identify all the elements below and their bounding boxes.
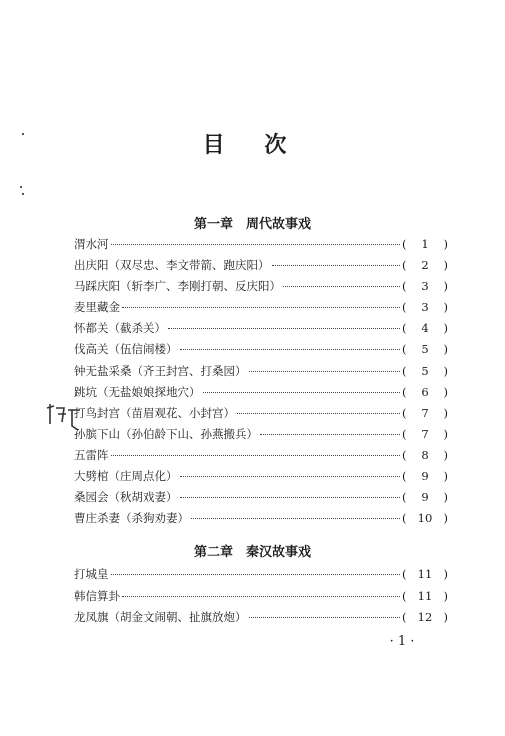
toc-page-number: 3 <box>421 300 429 315</box>
toc-entry <box>74 588 448 610</box>
toc-page-ref <box>402 364 448 378</box>
toc-entry-title: 马踩庆阳（斩李广、李刚打朝、反庆阳） <box>74 279 281 294</box>
toc-entry-title: 五雷阵 <box>74 447 109 462</box>
toc-entry <box>74 468 448 489</box>
toc-page-number: 7 <box>421 426 429 441</box>
dot-leader <box>237 413 400 414</box>
toc-page-number: 5 <box>421 363 429 378</box>
paren-open: ( <box>402 567 407 581</box>
toc-entry-title: 打鸟封宫（苗眉观花、小封宫） <box>74 405 235 420</box>
toc-page-ref <box>402 279 448 293</box>
toc-page-ref <box>402 237 448 251</box>
toc-entry-title: 孙膑下山（孙伯龄下山、孙燕搬兵） <box>74 426 258 441</box>
toc-page-ref <box>402 406 448 420</box>
dot-leader <box>283 286 400 287</box>
toc-entry-title: 渭水河 <box>74 237 109 251</box>
toc-page-ref <box>402 589 448 603</box>
toc-entry-title: 跳坑（无盐娘娘探地穴） <box>74 384 201 399</box>
paren-open: ( <box>402 237 407 251</box>
paren-open: ( <box>402 363 407 378</box>
scan-speck <box>22 193 24 195</box>
dot-leader <box>168 328 400 329</box>
paren-close: ) <box>443 426 448 441</box>
toc-entry-title: 钟无盐采桑（齐王封宫、打桑园） <box>74 363 247 378</box>
toc-entry-title: 出庆阳（双尽忠、李文带箭、跑庆阳） <box>74 258 270 273</box>
paren-open: ( <box>402 490 407 505</box>
dot-leader <box>249 371 401 372</box>
dot-leader <box>111 244 401 245</box>
page-title: 目 次 <box>202 132 303 158</box>
paren-open: ( <box>402 447 407 462</box>
toc-page-number: 11 <box>417 567 433 581</box>
toc-entry <box>74 489 448 510</box>
toc-entry <box>74 447 448 468</box>
toc-page-ref <box>402 300 448 314</box>
paren-close: ) <box>443 490 448 505</box>
paren-close: ) <box>443 610 448 624</box>
paren-close: ) <box>443 447 448 462</box>
toc-entry <box>74 236 448 257</box>
dot-leader <box>272 265 401 266</box>
toc-entry <box>74 257 448 278</box>
toc-entry-title: 怀都关（截杀关） <box>74 321 166 336</box>
dot-leader <box>180 349 401 350</box>
dot-leader <box>180 476 401 477</box>
paren-open: ( <box>402 405 407 420</box>
page-number: · 1 · <box>389 634 415 649</box>
toc-entry <box>74 363 448 384</box>
chapter-heading: 第一章 周代故事戏 <box>193 217 311 232</box>
toc-entry-title: 曹庄杀妻（杀狗劝妻） <box>74 511 189 526</box>
toc-page-number: 9 <box>421 469 429 484</box>
paren-close: ) <box>443 384 448 399</box>
dot-leader <box>260 434 400 435</box>
toc-page-ref <box>402 511 448 525</box>
dot-leader <box>111 574 401 575</box>
toc-entry <box>74 320 448 341</box>
toc-page-number: 11 <box>417 588 433 603</box>
toc-page-number: 3 <box>421 279 429 294</box>
dot-leader <box>122 307 400 308</box>
handwritten-mark <box>44 402 84 432</box>
toc-entry <box>74 384 448 405</box>
paren-close: ) <box>443 279 448 294</box>
dot-leader <box>180 497 401 498</box>
toc-page-number: 9 <box>421 490 429 505</box>
paren-open: ( <box>402 511 407 526</box>
toc-page-ref <box>402 258 448 272</box>
toc-page-number: 6 <box>421 384 429 399</box>
toc-entry-title: 桑园会（秋胡戏妻） <box>74 490 178 505</box>
paren-close: ) <box>443 300 448 315</box>
toc-page-ref <box>402 385 448 399</box>
toc-entry <box>74 510 448 531</box>
paren-open: ( <box>402 342 407 357</box>
toc-page-number: 12 <box>417 610 433 624</box>
paren-open: ( <box>402 426 407 441</box>
toc-entry <box>74 426 448 447</box>
toc-page-number: 8 <box>421 447 429 462</box>
paren-open: ( <box>402 610 407 624</box>
paren-open: ( <box>402 469 407 484</box>
toc-entry <box>74 405 448 426</box>
dot-leader <box>111 455 401 456</box>
toc-entry <box>74 278 448 299</box>
toc-entry <box>74 341 448 362</box>
chapter-heading: 第二章 秦汉故事戏 <box>193 545 311 560</box>
toc-entry-title: 韩信算卦 <box>74 588 120 603</box>
toc-entry <box>74 609 448 631</box>
toc-list <box>74 566 448 631</box>
toc-page-number: 2 <box>421 258 429 273</box>
paren-close: ) <box>443 588 448 603</box>
toc-page-number: 5 <box>421 342 429 357</box>
paren-open: ( <box>402 384 407 399</box>
toc-entry-title: 麦里藏金 <box>74 300 120 315</box>
toc-page-ref <box>402 610 448 624</box>
toc-entry-title: 伐高关（伍信闹楼） <box>74 342 178 357</box>
toc-page-ref <box>402 567 448 581</box>
dot-leader <box>122 596 400 597</box>
dot-leader <box>249 617 401 618</box>
scan-speck <box>22 133 24 135</box>
paren-open: ( <box>402 588 407 603</box>
toc-list <box>74 236 448 531</box>
toc-page-number: 4 <box>421 321 429 336</box>
scan-speck <box>20 186 22 188</box>
paren-open: ( <box>402 258 407 273</box>
toc-entry-title: 打城皇 <box>74 567 109 581</box>
paren-close: ) <box>443 405 448 420</box>
paren-close: ) <box>443 258 448 273</box>
toc-page-ref <box>402 427 448 441</box>
toc-page-number: 10 <box>417 511 433 526</box>
toc-page-ref <box>402 469 448 483</box>
toc-entry-title: 大劈棺（庄周点化） <box>74 469 178 484</box>
toc-entry-title: 龙凤旗（胡金文闹朝、扯旗放炮） <box>74 610 247 624</box>
toc-page-number: 1 <box>421 237 429 251</box>
toc-page-ref <box>402 448 448 462</box>
paren-close: ) <box>443 511 448 526</box>
toc-entry <box>74 299 448 320</box>
toc-page-number: 7 <box>421 405 429 420</box>
paren-close: ) <box>443 469 448 484</box>
dot-leader <box>203 392 401 393</box>
toc-page-ref <box>402 321 448 335</box>
paren-close: ) <box>443 363 448 378</box>
paren-close: ) <box>443 567 448 581</box>
dot-leader <box>191 518 400 519</box>
paren-open: ( <box>402 279 407 294</box>
paren-close: ) <box>443 237 448 251</box>
paren-open: ( <box>402 321 407 336</box>
toc-page-ref <box>402 490 448 504</box>
toc-page-ref <box>402 342 448 356</box>
paren-open: ( <box>402 300 407 315</box>
toc-entry <box>74 566 448 588</box>
paren-close: ) <box>443 321 448 336</box>
paren-close: ) <box>443 342 448 357</box>
